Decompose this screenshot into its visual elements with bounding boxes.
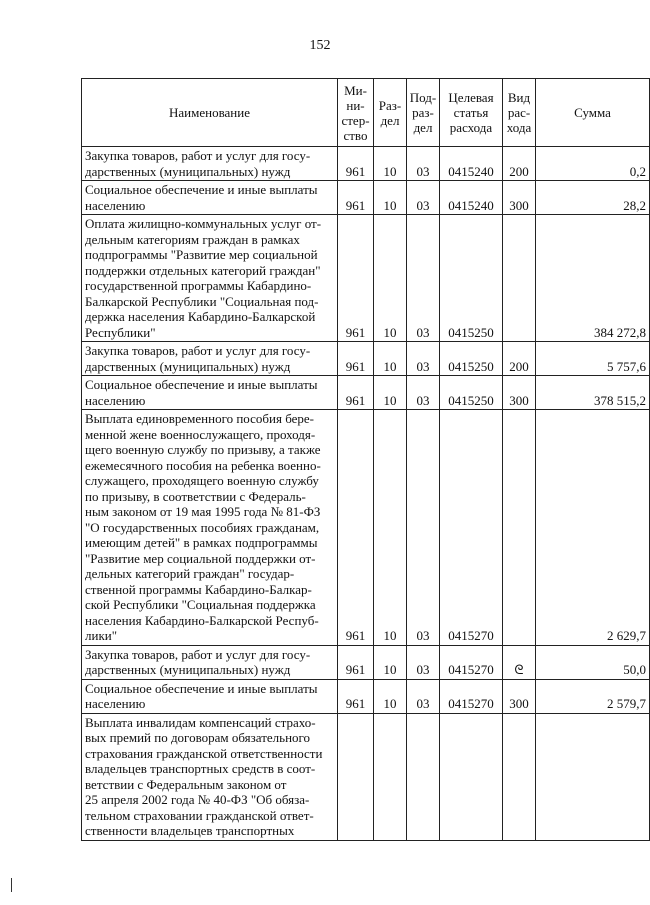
table-row — [82, 713, 650, 840]
row-sum — [536, 713, 650, 840]
page-number: 152 — [309, 38, 331, 53]
row-name: Закупка товаров, работ и услуг для госу- дарственных (муниципальных) нужд — [82, 342, 338, 376]
row-sum: 2 629,7 — [536, 410, 650, 646]
row-subsection: 03 — [407, 645, 440, 679]
row-section: 10 — [374, 215, 407, 342]
row-section: 10 — [374, 645, 407, 679]
row-subsection: 03 — [407, 147, 440, 181]
table-row — [82, 342, 650, 376]
row-section: 10 — [374, 342, 407, 376]
row-subsection: 03 — [407, 376, 440, 410]
row-target: 0415250 — [440, 342, 503, 376]
header-sum: Сумма — [536, 79, 650, 147]
row-ministry: 961 — [338, 215, 374, 342]
row-type — [503, 713, 536, 840]
row-target: 0415250 — [440, 215, 503, 342]
header-subsection: Под- раз- дел — [407, 79, 440, 147]
row-sum: 5 757,6 — [536, 342, 650, 376]
row-target: 0415240 — [440, 181, 503, 215]
row-name: Оплата жилищно-коммунальных услуг от- дельным категориям граждан в рамках подпрограммы "Развитие мер социальной поддержки отдельных категорий граждан" государственной программы Кабардино- Балкарской Республики "Социальная под- держка населения Кабардино-Балкарской Республики" — [82, 215, 338, 342]
table-row — [82, 215, 650, 342]
header-section: Раз- дел — [374, 79, 407, 147]
table-row — [82, 181, 650, 215]
row-type: 300 — [503, 376, 536, 410]
row-target: 0415270 — [440, 679, 503, 713]
row-section: 10 — [374, 376, 407, 410]
row-ministry: 961 — [338, 181, 374, 215]
row-type: 200 — [503, 342, 536, 376]
header-target: Целевая статья расхода — [440, 79, 503, 147]
row-name: Социальное обеспечение и иные выплаты населению — [82, 679, 338, 713]
row-subsection: 03 — [407, 342, 440, 376]
row-name: Социальное обеспечение и иные выплаты населению — [82, 376, 338, 410]
row-target — [440, 713, 503, 840]
row-type: ᘓ — [503, 645, 536, 679]
row-subsection: 03 — [407, 215, 440, 342]
row-subsection: 03 — [407, 181, 440, 215]
header-type: Вид рас- хода — [503, 79, 536, 147]
row-sum: 0,2 — [536, 147, 650, 181]
row-section: 10 — [374, 679, 407, 713]
table-row — [82, 376, 650, 410]
row-name: Социальное обеспечение и иные выплаты населению — [82, 181, 338, 215]
row-sum: 28,2 — [536, 181, 650, 215]
row-ministry: 961 — [338, 147, 374, 181]
table-row — [82, 645, 650, 679]
row-section: 10 — [374, 147, 407, 181]
margin-mark — [11, 878, 12, 892]
row-name: Выплата единовременного пособия бере- менной жене военнослужащего, проходя- щего военную службу по призыву, а также ежемесячного пособия на ребенка военно- служащего, проходящего военную службу по призыву, в соответствии с Федераль- ным законом от 19 мая 1995 года № 81-ФЗ "О государственных пособиях гражданам, имеющим детей" в рамках подпрограммы "Развитие мер социальной поддержки от- дельных категорий граждан" государ- ственной программы Кабардино-Балкар- ской Республики "Социальная поддержка населения Кабардино-Балкарской Респуб- лики" — [82, 410, 338, 646]
header-row — [82, 79, 650, 147]
row-type — [503, 215, 536, 342]
row-ministry: 961 — [338, 645, 374, 679]
row-section: 10 — [374, 410, 407, 646]
table-row — [82, 410, 650, 646]
row-name: Закупка товаров, работ и услуг для госу- дарственных (муниципальных) нужд — [82, 645, 338, 679]
row-target: 0415240 — [440, 147, 503, 181]
header-ministry: Ми- ни- стер- ство — [338, 79, 374, 147]
row-sum: 50,0 — [536, 645, 650, 679]
row-ministry: 961 — [338, 376, 374, 410]
row-ministry: 961 — [338, 342, 374, 376]
row-target: 0415250 — [440, 376, 503, 410]
row-subsection: 03 — [407, 679, 440, 713]
row-target: 0415270 — [440, 410, 503, 646]
row-sum: 378 515,2 — [536, 376, 650, 410]
row-ministry — [338, 713, 374, 840]
row-type: 300 — [503, 679, 536, 713]
row-subsection — [407, 713, 440, 840]
table-row — [82, 679, 650, 713]
row-name: Закупка товаров, работ и услуг для госу- дарственных (муниципальных) нужд — [82, 147, 338, 181]
row-sum: 384 272,8 — [536, 215, 650, 342]
row-type: 300 — [503, 181, 536, 215]
row-target: 0415270 — [440, 645, 503, 679]
row-ministry: 961 — [338, 410, 374, 646]
row-name: Выплата инвалидам компенсаций страхо- вых премий по договорам обязательного страхования гражданской ответственности владельцев транспортных средств в соот- ветствии с Федеральным законом от 25 апреля 2002 года № 40-ФЗ "Об обяза- тельном страховании гражданской ответ- ственности владельцев транспортных — [82, 713, 338, 840]
row-section: 10 — [374, 181, 407, 215]
row-type — [503, 410, 536, 646]
row-subsection: 03 — [407, 410, 440, 646]
header-name: Наименование — [82, 79, 338, 147]
table-row — [82, 147, 650, 181]
row-ministry: 961 — [338, 679, 374, 713]
budget-table — [81, 78, 650, 841]
row-section — [374, 713, 407, 840]
row-sum: 2 579,7 — [536, 679, 650, 713]
row-type: 200 — [503, 147, 536, 181]
